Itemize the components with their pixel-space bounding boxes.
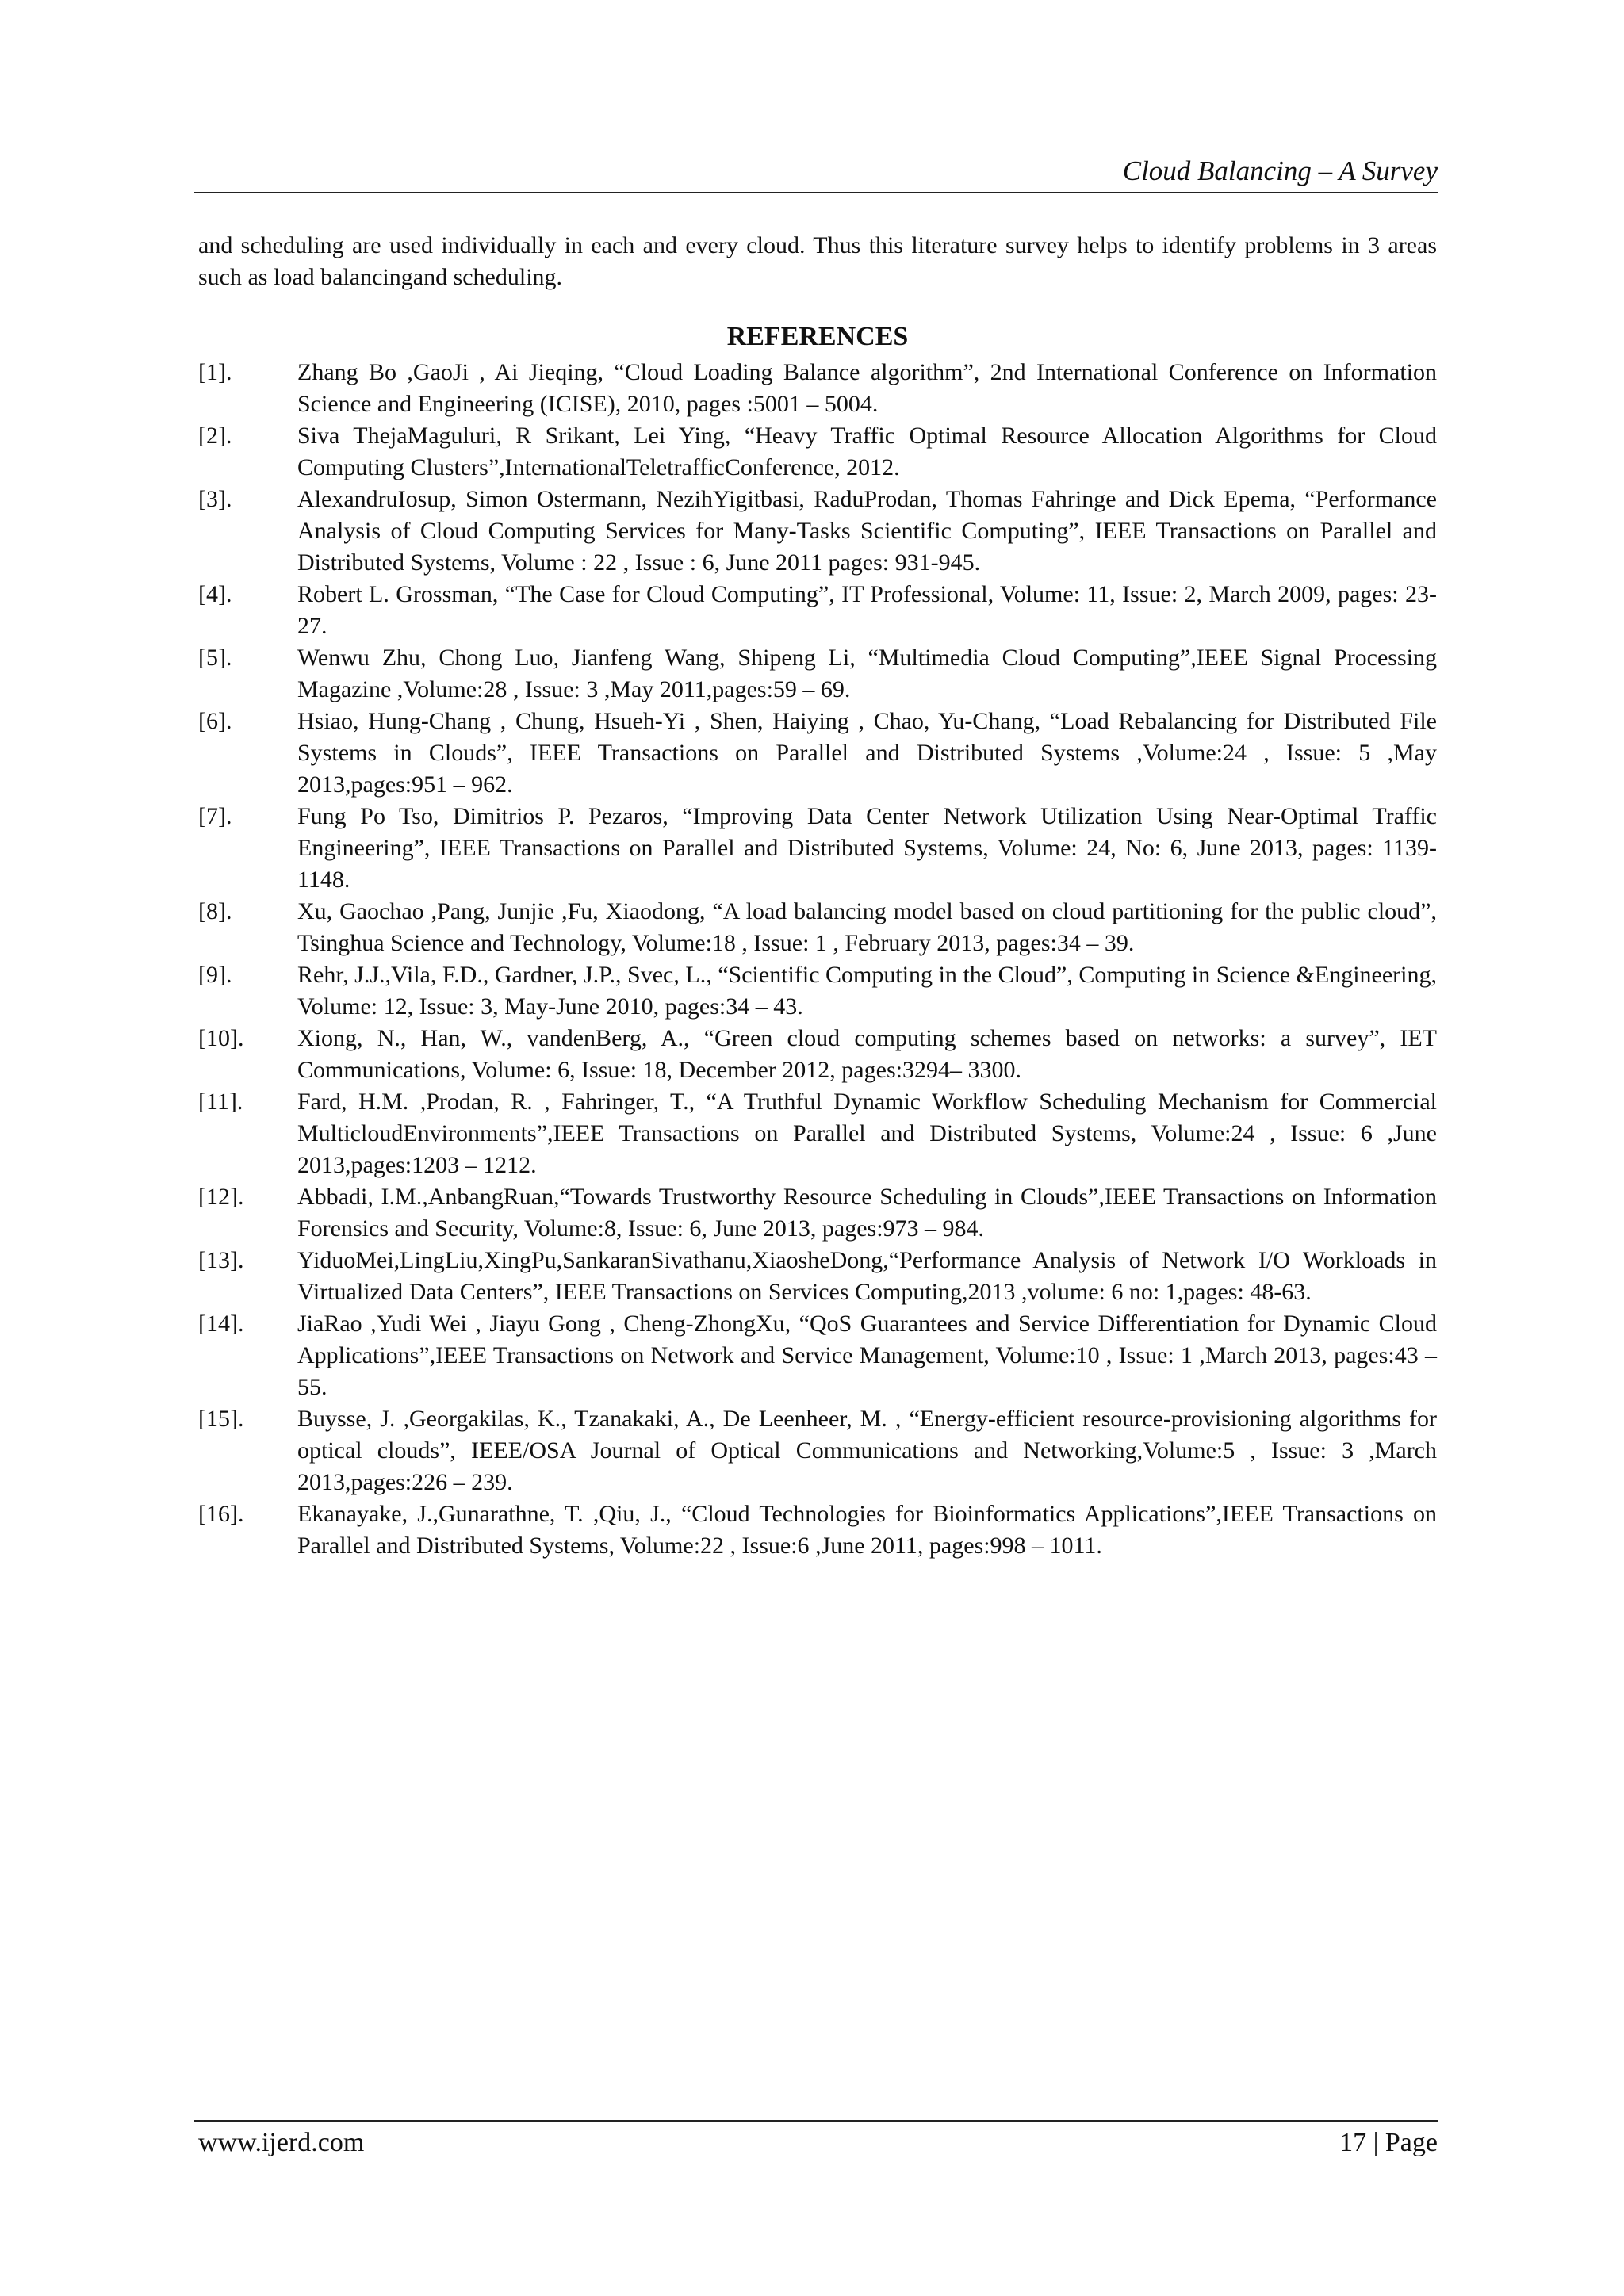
reference-number: [6]. bbox=[198, 708, 232, 734]
journal-website: www.ijerd.com bbox=[198, 2128, 365, 2157]
reference-item bbox=[198, 579, 1437, 642]
reference-number: [3]. bbox=[198, 486, 232, 512]
references-heading: REFERENCES bbox=[726, 322, 909, 351]
reference-text: YiduoMei,LingLiu,XingPu,SankaranSivathanu,XiaosheDong,“Performance Analysis of Network I/O Workloads in Virtualized Data Centers”, IEEE Transactions on Services Computing,2013 ,volume: 6 no: 1,pages: 48-63. bbox=[297, 1247, 1437, 1305]
reference-number: [14]. bbox=[198, 1311, 244, 1337]
reference-number: [5]. bbox=[198, 645, 232, 671]
running-title: Cloud Balancing – A Survey bbox=[1122, 155, 1438, 186]
reference-text: JiaRao ,Yudi Wei , Jiayu Gong , Cheng-ZhongXu, “QoS Guarantees and Service Differentiation for Dynamic Cloud Applications”,IEEE Transactions on Network and Service Management, Volume:10 , Issue: 1 ,March 2013, pages:43 – 55. bbox=[297, 1311, 1437, 1400]
reference-text: Zhang Bo ,GaoJi , Ai Jieqing, “Cloud Loading Balance algorithm”, 2nd International Conference on Information Science and Engineering (ICISE), 2010, pages :5001 – 5004. bbox=[297, 359, 1437, 417]
page-footer bbox=[194, 2120, 1438, 2169]
reference-text: Xiong, N., Han, W., vandenBerg, A., “Green cloud computing schemes based on networks: a survey”, IET Communications, Volume: 6, Issue: 18, December 2012, pages:3294– 3300. bbox=[297, 1025, 1437, 1083]
reference-text: Fung Po Tso, Dimitrios P. Pezaros, “Improving Data Center Network Utilization Using Near-Optimal Traffic Engineering”, IEEE Transactions on Parallel and Distributed Systems, Volume: 24, No: 6, June 2013, pages: 1139-1148. bbox=[297, 803, 1437, 893]
reference-number: [4]. bbox=[198, 581, 232, 607]
reference-item bbox=[198, 484, 1437, 579]
reference-number: [9]. bbox=[198, 962, 232, 988]
reference-number: [2]. bbox=[198, 423, 232, 449]
reference-item bbox=[198, 642, 1437, 706]
reference-text: Hsiao, Hung-Chang , Chung, Hsueh-Yi , Shen, Haiying , Chao, Yu-Chang, “Load Rebalancing for Distributed File Systems in Clouds”, IEEE Transactions on Parallel and Distributed Systems ,Volume:24 , Issue: 5 ,May 2013,pages:951 – 962. bbox=[297, 708, 1437, 798]
reference-number: [11]. bbox=[198, 1089, 243, 1115]
reference-text: Wenwu Zhu, Chong Luo, Jianfeng Wang, Shipeng Li, “Multimedia Cloud Computing”,IEEE Signal Processing Magazine ,Volume:28 , Issue: 3 ,May 2011,pages:59 – 69. bbox=[297, 645, 1437, 702]
page-header bbox=[194, 147, 1438, 193]
intro-paragraph: and scheduling are used individually in each and every cloud. Thus this literature survey helps to identify problems in 3 areas such as load balancingand scheduling. bbox=[198, 232, 1437, 290]
reference-item bbox=[198, 801, 1437, 896]
reference-item bbox=[198, 1086, 1437, 1181]
reference-item bbox=[198, 1181, 1437, 1245]
reference-text: Siva ThejaMaguluri, R Srikant, Lei Ying, “Heavy Traffic Optimal Resource Allocation Algorithms for Cloud Computing Clusters”,InternationalTeletrafficConference, 2012. bbox=[297, 423, 1437, 480]
reference-item bbox=[198, 706, 1437, 801]
reference-item bbox=[198, 1023, 1437, 1086]
reference-text: Buysse, J. ,Georgakilas, K., Tzanakaki, A., De Leenheer, M. , “Energy-efficient resource-provisioning algorithms for optical clouds”, IEEE/OSA Journal of Optical Communications and Networking,Volume:5 , Issue: 3 ,March 2013,pages:226 – 239. bbox=[297, 1406, 1437, 1495]
reference-number: [13]. bbox=[198, 1247, 244, 1273]
reference-number: [15]. bbox=[198, 1406, 244, 1432]
reference-item bbox=[198, 896, 1437, 959]
reference-item bbox=[198, 1308, 1437, 1403]
reference-number: [8]. bbox=[198, 898, 232, 924]
reference-text: Fard, H.M. ,Prodan, R. , Fahringer, T., “A Truthful Dynamic Workflow Scheduling Mechanism for Commercial MulticloudEnvironments”,IEEE Transactions on Parallel and Distributed Systems, Volume:24 , Issue: 6 ,June 2013,pages:1203 – 1212. bbox=[297, 1089, 1437, 1178]
reference-text: Xu, Gaochao ,Pang, Junjie ,Fu, Xiaodong, “A load balancing model based on cloud partitioning for the public cloud”, Tsinghua Science and Technology, Volume:18 , Issue: 1 , February 2013, pages:34 – 39. bbox=[297, 898, 1437, 956]
reference-number: [1]. bbox=[198, 359, 232, 385]
reference-number: [10]. bbox=[198, 1025, 244, 1051]
reference-item bbox=[198, 1498, 1437, 1562]
page-number: 17 | Page bbox=[1339, 2128, 1438, 2157]
reference-item bbox=[198, 1245, 1437, 1308]
reference-item bbox=[198, 357, 1437, 420]
reference-item bbox=[198, 420, 1437, 484]
reference-number: [16]. bbox=[198, 1501, 244, 1527]
reference-text: Rehr, J.J.,Vila, F.D., Gardner, J.P., Svec, L., “Scientific Computing in the Cloud”, Computing in Science &Engineering, Volume: 12, Issue: 3, May-June 2010, pages:34 – 43. bbox=[297, 962, 1437, 1020]
reference-number: [7]. bbox=[198, 803, 232, 829]
reference-text: Abbadi, I.M.,AnbangRuan,“Towards Trustworthy Resource Scheduling in Clouds”,IEEE Transactions on Information Forensics and Security, Volume:8, Issue: 6, June 2013, pages:973 – 984. bbox=[297, 1184, 1437, 1242]
reference-item bbox=[198, 959, 1437, 1023]
reference-number: [12]. bbox=[198, 1184, 244, 1210]
reference-list bbox=[198, 357, 1437, 1562]
reference-text: AlexandruIosup, Simon Ostermann, NezihYigitbasi, RaduProdan, Thomas Fahringe and Dick Epema, “Performance Analysis of Cloud Computing Services for Many-Tasks Scientific Computing”, IEEE Transactions on Parallel and Distributed Systems, Volume : 22 , Issue : 6, June 2011 pages: 931-945. bbox=[297, 486, 1437, 576]
reference-text: Robert L. Grossman, “The Case for Cloud Computing”, IT Professional, Volume: 11, Issue: 2, March 2009, pages: 23-27. bbox=[297, 581, 1437, 639]
reference-text: Ekanayake, J.,Gunarathne, T. ,Qiu, J., “Cloud Technologies for Bioinformatics Applications”,IEEE Transactions on Parallel and Distributed Systems, Volume:22 , Issue:6 ,June 2011, pages:998 – 1011. bbox=[297, 1501, 1437, 1559]
reference-item bbox=[198, 1403, 1437, 1498]
